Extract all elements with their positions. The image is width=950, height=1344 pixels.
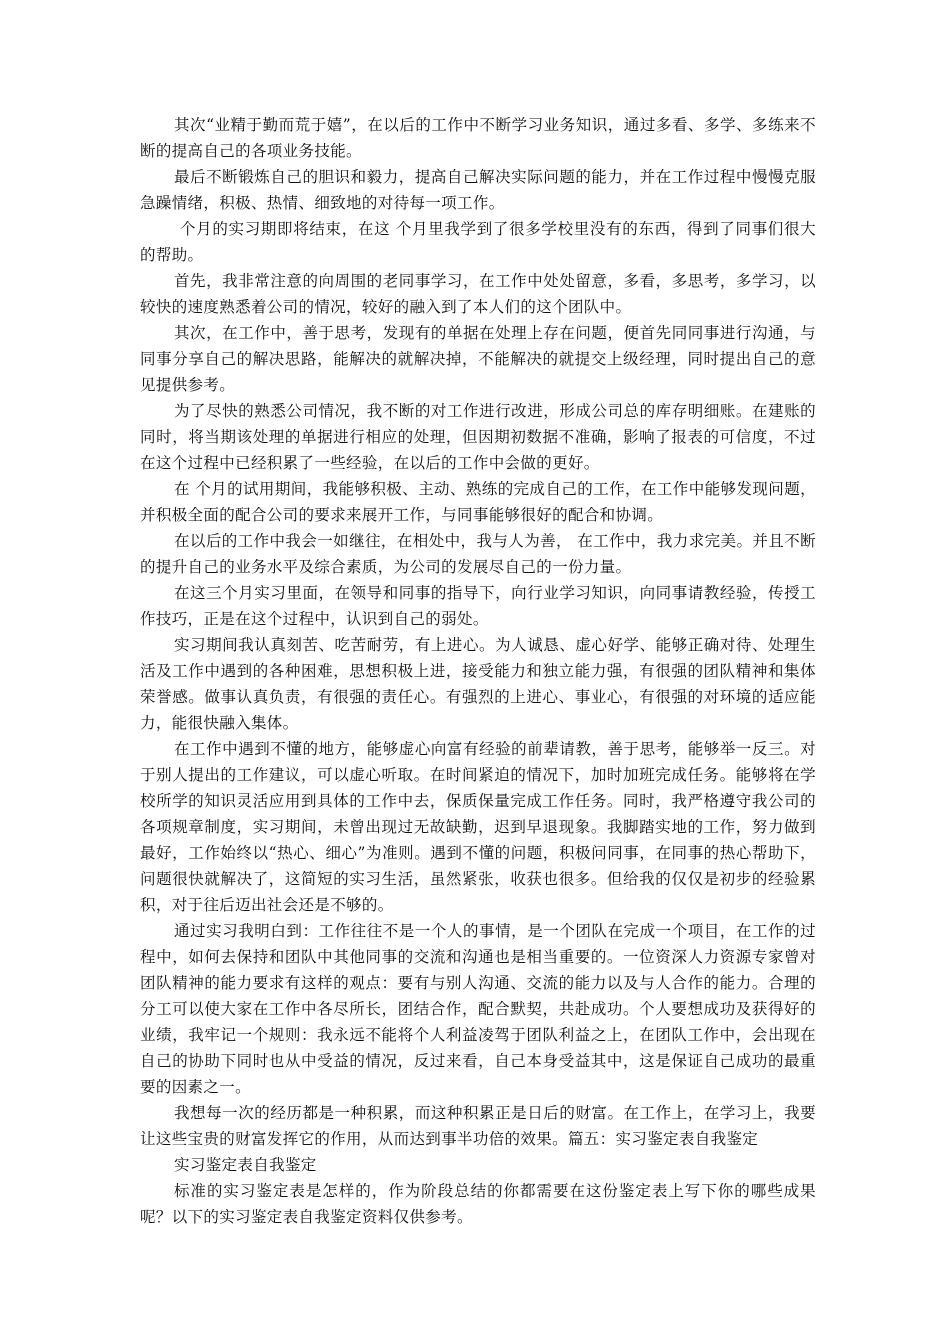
- paragraph: 首先，我非常注意的向周围的老同事学习，在工作中处处留意，多看，多思考，多学习，以较快的速度熟悉着公司的情况，较好的融入到了本人们的这个团队中。: [140, 272, 816, 316]
- paragraph: 其次，在工作中，善于思考，发现有的单据在处理上存在问题，便首先同同事进行沟通，与同事分享自己的解决思路，能解决的就解决掉，不能解决的就提交上级经理，同时提出自己的意见提供参考。: [140, 324, 816, 394]
- paragraph: 在工作中遇到不懂的地方，能够虚心向富有经验的前辈请教，善于思考，能够举一反三。对于别人提出的工作建议，可以虚心听取。在时间紧迫的情况下，加时加班完成任务。能够将在学校所学的知识灵活应用到具体的工作中去，保质保量完成工作任务。同时，我严格遵守我公司的各项规章制度，实习期间，未曾出现过无故缺勤，迟到早退现象。我脚踏实地的工作，努力做到最好，工作始终以“热心、细心”为准则。遇到不懂的问题，积极问同事，在同事的热心帮助下，问题很快就解决了，这简短的实习生活，虽然紧张，收获也很多。但给我的仅仅是初步的经验累积，对于往后迈出社会还是不够的。: [140, 740, 816, 914]
- paragraph: 个月的实习期即将结束，在这 个月里我学到了很多学校里没有的东西，得到了同事们很大的帮助。: [140, 220, 816, 264]
- paragraph: 最后不断锻炼自己的胆识和毅力，提高自己解决实际问题的能力，并在工作过程中慢慢克服急躁情绪，积极、热情、细致地的对待每一项工作。: [140, 168, 816, 212]
- section-heading: 实习鉴定表自我鉴定: [174, 1156, 317, 1174]
- paragraph: 其次“业精于勤而荒于嬉”，在以后的工作中不断学习业务知识，通过多看、多学、多练来不断的提高自己的各项业务技能。: [140, 116, 816, 160]
- paragraph: 通过实习我明白到：工作往往不是一个人的事情，是一个团队在完成一个项目，在工作的过程中，如何去保持和团队中其他同事的交流和沟通也是相当重要的。一位资深人力资源专家曾对团队精神的能力要求有这样的观点：要有与别人沟通、交流的能力以及与人合作的能力。合理的分工可以使大家在工作中各尽所长，团结合作，配合默契，共赴成功。个人要想成功及获得好的业绩，我牢记一个规则：我永远不能将个人利益凌驾于团队利益之上，在团队工作中，会出现在自己的协助下同时也从中受益的情况，反过来看，自己本身受益其中，这是保证自己成功的最重要的因素之一。: [140, 922, 816, 1096]
- paragraph: 我想每一次的经历都是一种积累，而这种积累正是日后的财富。在工作上，在学习上，我要让这些宝贵的财富发挥它的作用，从而达到事半功倍的效果。篇五：实习鉴定表自我鉴定: [140, 1104, 816, 1148]
- paragraph: 在这三个月实习里面，在领导和同事的指导下，向行业学习知识，向同事请教经验，传授工作技巧，正是在这个过程中，认识到自己的弱处。: [140, 584, 816, 628]
- paragraph: 为了尽快的熟悉公司情况，我不断的对工作进行改进，形成公司总的库存明细账。在建账的同时，将当期该处理的单据进行相应的处理，但因期初数据不准确，影响了报表的可信度，不过在这个过程中已经积累了一些经验，在以后的工作中会做的更好。: [140, 402, 816, 472]
- paragraph: 在 个月的试用期间，我能够积极、主动、熟练的完成自己的工作，在工作中能够发现问题，并积极全面的配合公司的要求来展开工作，与同事能够很好的配合和协调。: [140, 480, 816, 524]
- paragraph: 在以后的工作中我会一如继往，在相处中，我与人为善， 在工作中，我力求完美。并且不断的提升自己的业务水平及综合素质，为公司的发展尽自己的一份力量。: [140, 532, 816, 576]
- paragraph: 标准的实习鉴定表是怎样的，作为阶段总结的你都需要在这份鉴定表上写下你的哪些成果呢？以下的实习鉴定表自我鉴定资料仅供参考。: [140, 1182, 816, 1226]
- paragraph: 实习期间我认真刻苦、吃苦耐劳，有上进心。为人诚恳、虚心好学、能够正确对待、处理生活及工作中遇到的各种困难，思想积极上进，接受能力和独立能力强，有很强的团队精神和集体荣誉感。做事认真负责，有很强的责任心。有强烈的上进心、事业心，有很强的对环境的适应能力，能很快融入集体。: [140, 636, 816, 732]
- document-body: [140, 112, 816, 1230]
